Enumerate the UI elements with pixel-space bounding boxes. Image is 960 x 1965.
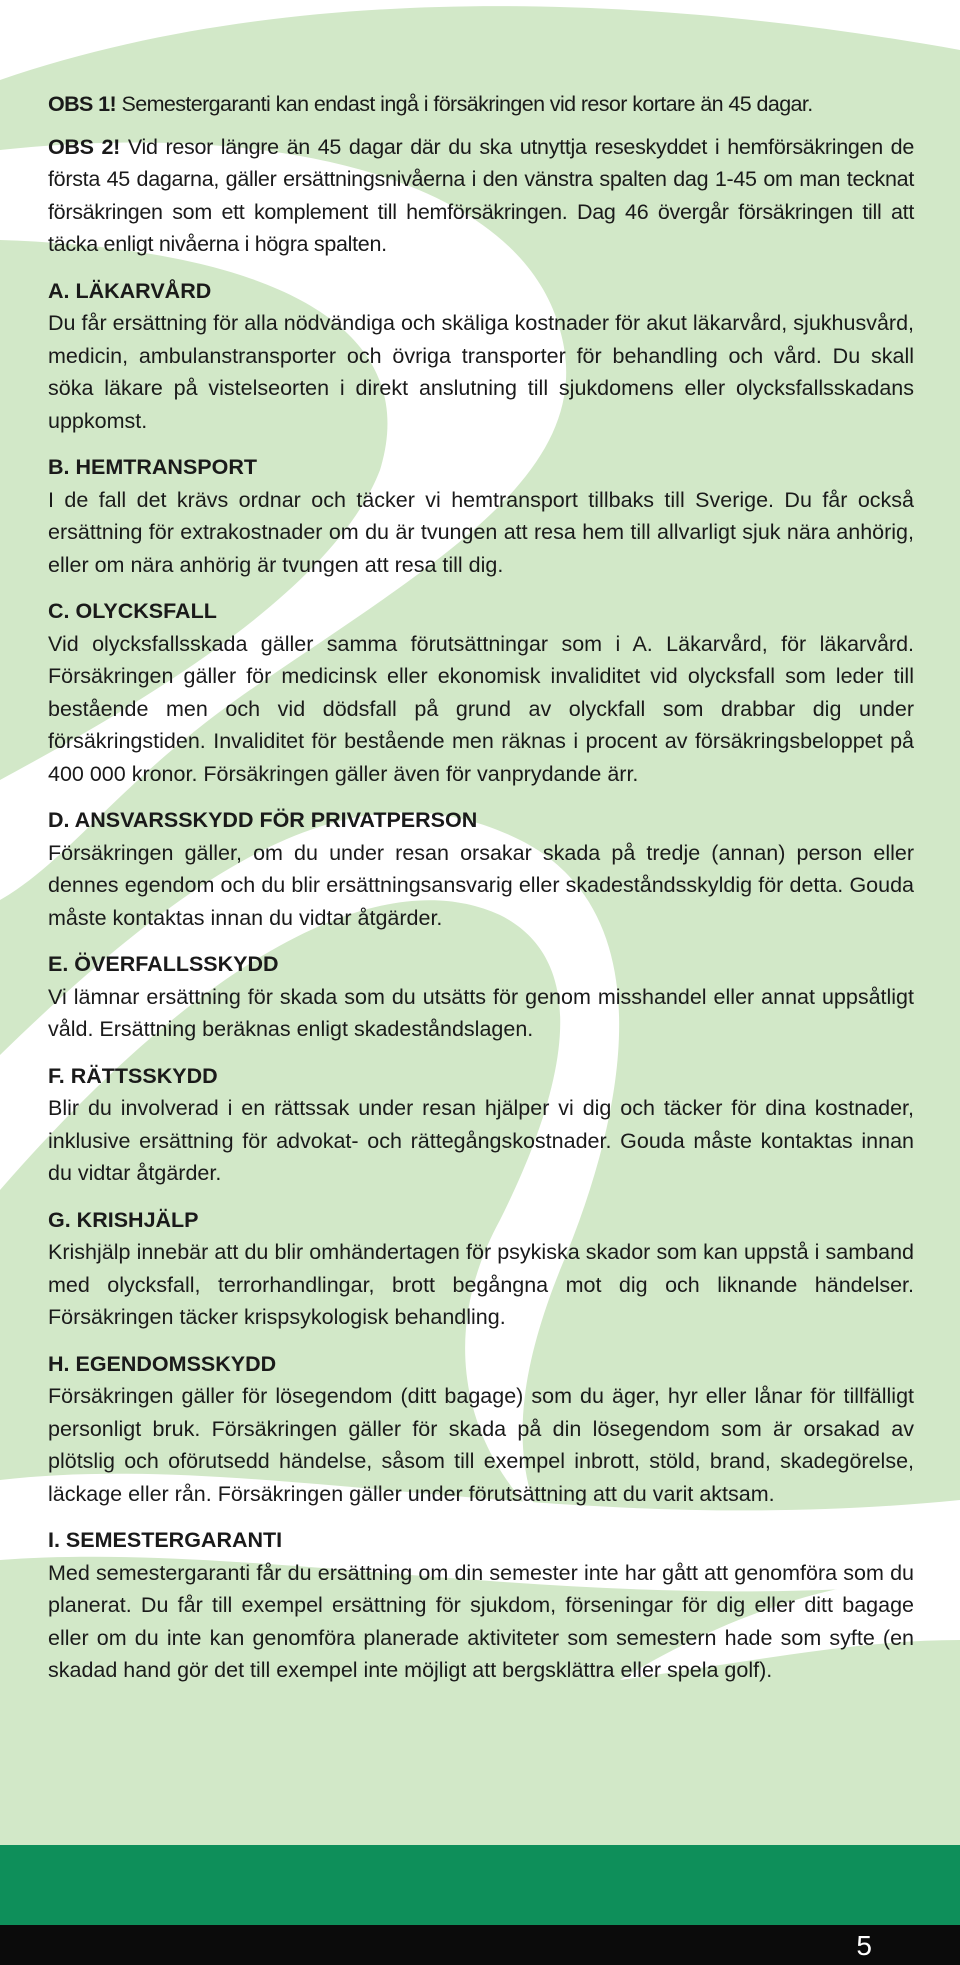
section-body: I de fall det krävs ordnar och täcker vi hemtransport tillbaks till Sverige. Du får också ersättning för extrakostnader om du är tvungen att resa hem till allvarligt sjuk nära anhörig, eller om nära anhörig är tvungen att resa till dig.: [48, 487, 914, 577]
section-body: Med semestergaranti får du ersättning om din semester inte har gått att genomföra som du planerat. Du får till exempel ersättning för sjukdom, förseningar för dig eller ditt bagage eller om du inte kan genomföra planerade aktiviteter som semestern hade som syfte (en skadad hand gör det till exempel inte möjligt att bergsklättra eller spela golf).: [48, 1560, 914, 1682]
section-heading: E. ÖVERFALLSSKYDD: [48, 952, 279, 976]
section-heading: B. HEMTRANSPORT: [48, 455, 258, 479]
note-obs-2-text: Vid resor längre än 45 dagar där du ska utnyttja reseskyddet i hemförsäkringen de första 45 dagarna, gäller ersättningsnivåerna i den vänstra spalten dag 1-45 om man tecknat försäkringen som ett komplement till hemförsäkringen. Dag 46 övergår försäkringen till att täcka enligt nivåerna i högra spalten.: [48, 134, 914, 256]
section-heading: C. OLYCKSFALL: [48, 599, 217, 623]
note-obs-1-text: Semestergaranti kan endast ingå i försäkringen vid resor kortare än 45 dagar.: [116, 92, 813, 116]
section-heading: H. EGENDOMSSKYDD: [48, 1351, 277, 1376]
section-body: Vi lämnar ersättning för skada som du utsätts för genom misshandel eller annat uppsåtligt våld. Ersättning beräknas enligt skadeståndslagen.: [48, 984, 914, 1041]
section-body: Du får ersättning för alla nödvändiga och skäliga kostnader för akut läkarvård, sjukhusvård, medicin, ambulanstransporter och övriga transporter för behandling och vård. Du skall söka läkare på vistelseorten i direkt anslutning till sjukdomens eller olycksfallsskadans uppkomst.: [48, 311, 914, 433]
note-obs-1-label: OBS 1!: [48, 92, 117, 116]
page-footer: [0, 1925, 960, 1965]
section-rattsskydd: [48, 1060, 914, 1190]
section-hemtransport: [48, 451, 914, 581]
section-heading: G. KRISHJÄLP: [48, 1207, 199, 1232]
section-body: Försäkringen gäller för lösegendom (ditt bagage) som du äger, hyr eller lånar för tillfälligt personligt bruk. Försäkringen gäller för skada på din lösegendom som är orsakad av plötslig och oförutsedd händelse, såsom till exempel inbrott, stöld, brand, skadegörelse, läckage eller rån. Försäkringen gäller under förutsättning att du varit aktsam.: [48, 1384, 914, 1506]
section-egendomsskydd: [48, 1348, 914, 1511]
green-footer-band: [0, 1845, 960, 1925]
section-heading: D. ANSVARSSKYDD FÖR PRIVATPERSON: [48, 808, 478, 832]
section-olycksfall: [48, 595, 914, 790]
note-obs-2-label: OBS 2!: [48, 134, 121, 159]
section-overfallsskydd: [48, 948, 914, 1046]
page-number: 5: [856, 1930, 872, 1961]
section-ansvarsskydd: [48, 804, 914, 934]
section-body: Blir du involverad i en rättssak under resan hjälper vi dig och täcker för dina kostnader, inklusive ersättning för advokat- och rättegångskostnader. Gouda måste kontaktas innan du vidtar åtgärder.: [48, 1096, 914, 1185]
note-obs-2: [48, 131, 914, 261]
section-lakarvard: [48, 275, 914, 438]
document-body: [48, 88, 914, 1687]
section-heading: I. SEMESTERGARANTI: [48, 1528, 283, 1552]
note-obs-1: [48, 88, 914, 121]
section-body: Vid olycksfallsskada gäller samma förutsättningar som i A. Läkarvård, för läkarvård. Försäkringen gäller för medicinsk eller ekonomisk invaliditet vid olycksfall som leder till bestående men och vid dödsfall på grund av olyckfall som drabbar dig under försäkringstiden. Invaliditet för bestående men räknas i procent av försäkringsbeloppet på 400 000 kronor. Försäkringen gäller även för vanprydande ärr.: [48, 631, 914, 786]
section-krishjalp: [48, 1204, 914, 1334]
section-body: Krishjälp innebär att du blir omhändertagen för psykiska skador som kan uppstå i samband med olycksfall, terrorhandlingar, brott begångna mot dig och liknande händelser. Försäkringen täcker krispsykologisk behandling.: [48, 1240, 914, 1329]
section-semestergaranti: [48, 1524, 914, 1687]
section-heading: A. LÄKARVÅRD: [48, 278, 212, 303]
section-heading: F. RÄTTSSKYDD: [48, 1063, 218, 1088]
section-body: Försäkringen gäller, om du under resan orsakar skada på tredje (annan) person eller dennes egendom och du blir ersättningsansvarig eller skadeståndsskyldig för detta. Gouda måste kontaktas innan du vidtar åtgärder.: [48, 840, 914, 930]
